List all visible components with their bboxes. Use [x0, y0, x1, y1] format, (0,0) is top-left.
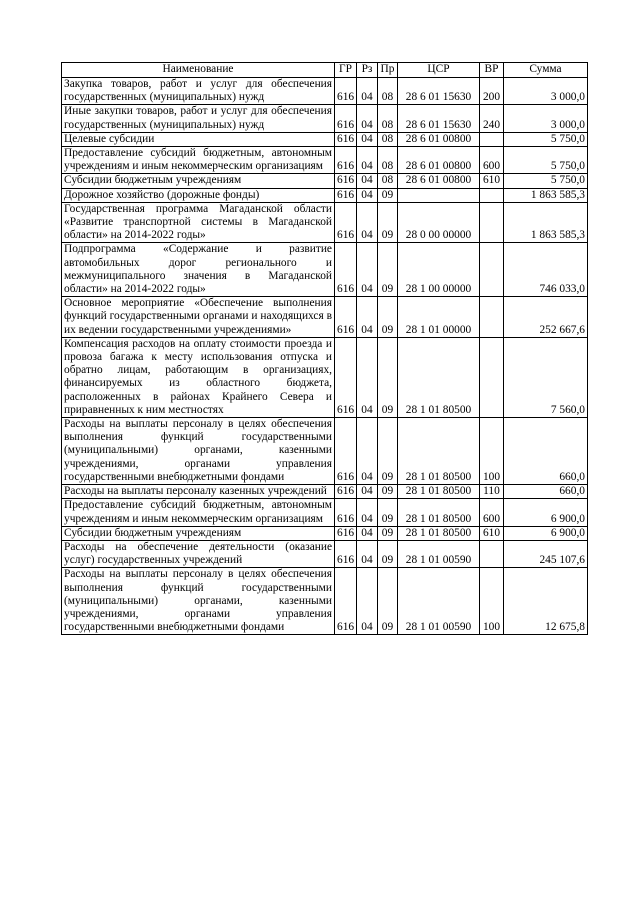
row-vr: 200 — [480, 78, 504, 105]
row-rz: 04 — [357, 174, 378, 188]
row-pr: 08 — [378, 105, 398, 132]
row-pr: 08 — [378, 132, 398, 146]
row-vr — [480, 188, 504, 202]
row-sum: 3 000,0 — [504, 78, 588, 105]
row-sum: 252 667,6 — [504, 297, 588, 338]
header-csr: ЦСР — [398, 63, 480, 78]
row-pr: 09 — [378, 243, 398, 297]
row-rz: 04 — [357, 540, 378, 567]
row-csr: 28 1 01 00590 — [398, 540, 480, 567]
row-gr: 616 — [335, 485, 357, 499]
row-name: Дорожное хозяйство (дорожные фонды) — [62, 188, 335, 202]
row-pr: 09 — [378, 485, 398, 499]
row-vr — [480, 202, 504, 243]
row-sum: 1 863 585,3 — [504, 202, 588, 243]
row-vr: 240 — [480, 105, 504, 132]
row-name: Субсидии бюджетным учреждениям — [62, 174, 335, 188]
row-name: Расходы на выплаты персоналу в целях обеспечения выполнения функций государственными (муниципальными) органами, казенными учреждениями, органами управления государственными внебюджетными фондами — [62, 418, 335, 485]
table-row — [62, 132, 588, 146]
row-rz: 04 — [357, 337, 378, 417]
header-vr: ВР — [480, 63, 504, 78]
row-gr: 616 — [335, 132, 357, 146]
row-sum: 5 750,0 — [504, 132, 588, 146]
row-pr: 09 — [378, 526, 398, 540]
table-row — [62, 78, 588, 105]
row-name: Расходы на обеспечение деятельности (оказание услуг) государственных учреждений — [62, 540, 335, 567]
table-header-row — [62, 63, 588, 78]
row-gr: 616 — [335, 174, 357, 188]
row-csr: 28 6 01 00800 — [398, 147, 480, 174]
row-pr: 09 — [378, 297, 398, 338]
row-csr: 28 0 00 00000 — [398, 202, 480, 243]
row-rz: 04 — [357, 243, 378, 297]
row-sum: 3 000,0 — [504, 105, 588, 132]
row-vr — [480, 337, 504, 417]
row-sum: 1 863 585,3 — [504, 188, 588, 202]
row-rz: 04 — [357, 568, 378, 635]
row-csr: 28 6 01 00800 — [398, 174, 480, 188]
table-row — [62, 526, 588, 540]
row-pr: 08 — [378, 78, 398, 105]
row-vr: 100 — [480, 418, 504, 485]
table-row — [62, 337, 588, 417]
row-vr — [480, 297, 504, 338]
row-gr: 616 — [335, 147, 357, 174]
row-sum: 660,0 — [504, 418, 588, 485]
table-row — [62, 188, 588, 202]
row-sum: 746 033,0 — [504, 243, 588, 297]
table-row — [62, 243, 588, 297]
header-name: Наименование — [62, 63, 335, 78]
header-pr: Пр — [378, 63, 398, 78]
header-gr: ГР — [335, 63, 357, 78]
row-pr: 09 — [378, 499, 398, 526]
row-csr — [398, 188, 480, 202]
row-csr: 28 1 01 00590 — [398, 568, 480, 635]
row-name: Подпрограмма «Содержание и развитие автомобильных дорог регионального и межмуниципального значения в Магаданской области» на 2014-2022 годы» — [62, 243, 335, 297]
row-pr: 09 — [378, 337, 398, 417]
row-csr: 28 6 01 15630 — [398, 105, 480, 132]
header-sum: Сумма — [504, 63, 588, 78]
row-rz: 04 — [357, 188, 378, 202]
row-csr: 28 6 01 00800 — [398, 132, 480, 146]
table-row — [62, 297, 588, 338]
row-vr — [480, 540, 504, 567]
table-row — [62, 105, 588, 132]
budget-table — [61, 62, 588, 635]
table-row — [62, 568, 588, 635]
row-csr: 28 1 00 00000 — [398, 243, 480, 297]
row-name: Расходы на выплаты персоналу в целях обеспечения выполнения функций государственными (муниципальными) органами, казенными учреждениями, органами управления государственными внебюджетными фондами — [62, 568, 335, 635]
row-csr: 28 1 01 80500 — [398, 337, 480, 417]
row-gr: 616 — [335, 78, 357, 105]
row-vr: 600 — [480, 499, 504, 526]
row-csr: 28 1 01 80500 — [398, 418, 480, 485]
row-sum: 12 675,8 — [504, 568, 588, 635]
row-rz: 04 — [357, 202, 378, 243]
row-name: Компенсация расходов на оплату стоимости проезда и провоза багажа к месту использования отпуска и обратно лицам, работающим в организациях, финансируемых из областного бюджета, расположенных в районах Крайнего Севера и приравненных к ним местностях — [62, 337, 335, 417]
row-csr: 28 6 01 15630 — [398, 78, 480, 105]
table-row — [62, 485, 588, 499]
row-rz: 04 — [357, 105, 378, 132]
row-rz: 04 — [357, 526, 378, 540]
row-name: Предоставление субсидий бюджетным, автономным учреждениям и иным некоммерческим организациям — [62, 147, 335, 174]
row-gr: 616 — [335, 499, 357, 526]
row-sum: 660,0 — [504, 485, 588, 499]
row-gr: 616 — [335, 297, 357, 338]
row-csr: 28 1 01 80500 — [398, 526, 480, 540]
row-vr — [480, 132, 504, 146]
row-vr: 600 — [480, 147, 504, 174]
row-pr: 09 — [378, 418, 398, 485]
table-row — [62, 418, 588, 485]
table-row — [62, 540, 588, 567]
row-name: Основное мероприятие «Обеспечение выполнения функций государственными органами и находящихся в их ведении государственными учреждениями» — [62, 297, 335, 338]
row-pr: 09 — [378, 202, 398, 243]
row-sum: 5 750,0 — [504, 174, 588, 188]
row-sum: 6 900,0 — [504, 499, 588, 526]
table-row — [62, 499, 588, 526]
row-rz: 04 — [357, 297, 378, 338]
row-sum: 5 750,0 — [504, 147, 588, 174]
row-vr: 610 — [480, 526, 504, 540]
table-row — [62, 202, 588, 243]
row-rz: 04 — [357, 418, 378, 485]
row-gr: 616 — [335, 243, 357, 297]
document-page — [61, 62, 587, 635]
row-gr: 616 — [335, 105, 357, 132]
row-gr: 616 — [335, 337, 357, 417]
row-gr: 616 — [335, 202, 357, 243]
table-row — [62, 174, 588, 188]
row-gr: 616 — [335, 540, 357, 567]
row-rz: 04 — [357, 485, 378, 499]
row-vr: 110 — [480, 485, 504, 499]
row-name: Иные закупки товаров, работ и услуг для обеспечения государственных (муниципальных) нужд — [62, 105, 335, 132]
row-name: Субсидии бюджетным учреждениям — [62, 526, 335, 540]
header-rz: Рз — [357, 63, 378, 78]
row-rz: 04 — [357, 147, 378, 174]
row-pr: 09 — [378, 540, 398, 567]
row-csr: 28 1 01 80500 — [398, 485, 480, 499]
row-rz: 04 — [357, 132, 378, 146]
row-pr: 09 — [378, 188, 398, 202]
row-sum: 7 560,0 — [504, 337, 588, 417]
row-name: Целевые субсидии — [62, 132, 335, 146]
row-rz: 04 — [357, 499, 378, 526]
row-pr: 09 — [378, 568, 398, 635]
row-name: Закупка товаров, работ и услуг для обеспечения государственных (муниципальных) нужд — [62, 78, 335, 105]
table-row — [62, 147, 588, 174]
row-gr: 616 — [335, 188, 357, 202]
row-sum: 245 107,6 — [504, 540, 588, 567]
row-pr: 08 — [378, 147, 398, 174]
row-sum: 6 900,0 — [504, 526, 588, 540]
row-vr: 100 — [480, 568, 504, 635]
row-name: Расходы на выплаты персоналу казенных учреждений — [62, 485, 335, 499]
row-gr: 616 — [335, 568, 357, 635]
row-name: Предоставление субсидий бюджетным, автономным учреждениям и иным некоммерческим организациям — [62, 499, 335, 526]
row-csr: 28 1 01 80500 — [398, 499, 480, 526]
row-gr: 616 — [335, 418, 357, 485]
row-pr: 08 — [378, 174, 398, 188]
row-vr — [480, 243, 504, 297]
row-csr: 28 1 01 00000 — [398, 297, 480, 338]
row-vr: 610 — [480, 174, 504, 188]
row-name: Государственная программа Магаданской области «Развитие транспортной системы в Магаданской области» на 2014-2022 годы» — [62, 202, 335, 243]
row-gr: 616 — [335, 526, 357, 540]
row-rz: 04 — [357, 78, 378, 105]
